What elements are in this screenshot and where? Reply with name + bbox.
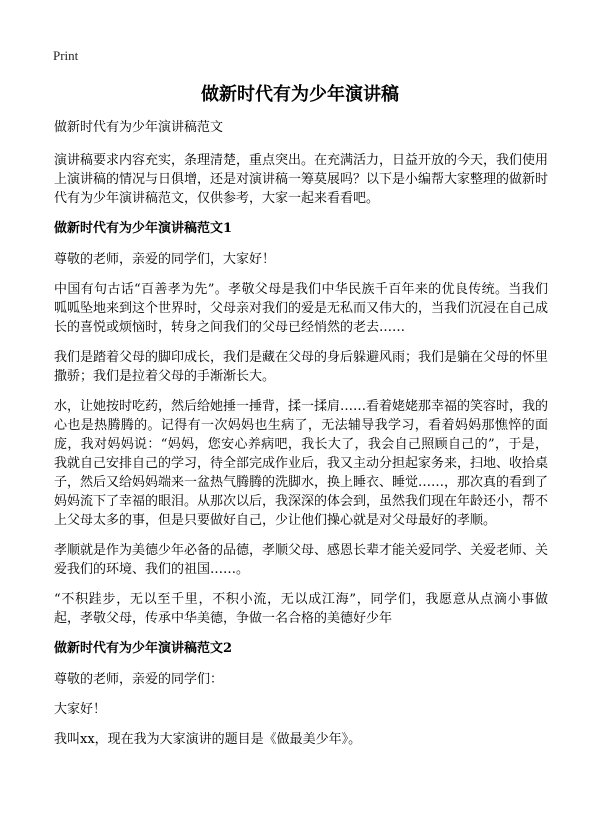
section-1-paragraph: 水，让她按时吃药，然后给她捶一捶背，揉一揉肩……看着姥姥那幸福的笑容时，我的心也是热腾腾的。记得有一次妈妈也生病了，无法辅导我学习，看着妈妈那憔悴的面庞，我对妈妈说：“妈妈，您安心养病吧，我长大了，我会自己照顾自己的”，于是，我就自己安排自己的学习，待全部完成作业后，我又主动分担起家务来，扫地、收拾桌子，然后又给妈妈端来一盆热气腾腾的洗脚水，换上睡衣、睡觉……，那次真的看到了妈妈流下了幸福的眼泪。从那次以后，我深深的体会到，虽然我们现在年龄还小，帮不上父母太多的事，但是只要做好自己，少让他们操心就是对父母最好的孝顺。 — [54, 399, 549, 528]
article-body — [54, 118, 548, 760]
section-2-greeting: 尊敬的老师，亲爱的同学们： — [54, 672, 224, 687]
section-1-paragraph: “不积跬步，无以至千里，不积小流，无以成江海”，同学们，我愿意从点滴小事做起，孝敬父母，传承中华美德，争做一名合格的美德好少年 — [54, 592, 548, 626]
section-1-paragraph: 中国有句古话“百善孝为先”。孝敬父母是我们中华民族千百年来的优良传统。当我们呱呱坠地来到这个世界时，父母亲对我们的爱是无私而又伟大的，当我们沉浸在自己成长的喜悦或烦恼时，转身之间我们的父母已经悄然的老去…… — [54, 282, 549, 335]
intro-subtitle: 做新时代有为少年演讲稿范文 — [54, 120, 224, 135]
section-2-heading: 做新时代有为少年演讲稿范文2 — [54, 641, 233, 656]
section-1-paragraph: 孝顺就是作为美德少年必备的品德，孝顺父母、感恩长辈才能关爱同学、关爱老师、关爱我们的环境、我们的祖国……。 — [54, 543, 549, 577]
intro-paragraph: 演讲稿要求内容充实，条理清楚，重点突出。在充满活力，日益开放的今天，我们使用上演讲稿的情况与日俱增，还是对演讲稿一筹莫展吗？以下是小编帮大家整理的做新时代有为少年演讲稿范文，仅供参考，大家一起来看看吧。 — [54, 153, 549, 206]
section-1-greeting: 尊敬的老师，亲爱的同学们，大家好！ — [54, 252, 276, 267]
section-1-heading: 做新时代有为少年演讲稿范文1 — [54, 221, 233, 236]
section-2-paragraph: 我叫xx，现在我为大家演讲的题目是《做最美少年》。 — [54, 732, 362, 747]
page-title: 做新时代有为少年演讲稿 — [201, 84, 399, 105]
section-1-paragraph: 我们是踏着父母的脚印成长，我们是藏在父母的身后躲避风雨；我们是躺在父母的怀里撒骄；我们是拉着父母的手渐渐长大。 — [54, 350, 549, 384]
section-2-greeting: 大家好！ — [54, 702, 107, 717]
print-link[interactable]: Print — [53, 48, 79, 63]
